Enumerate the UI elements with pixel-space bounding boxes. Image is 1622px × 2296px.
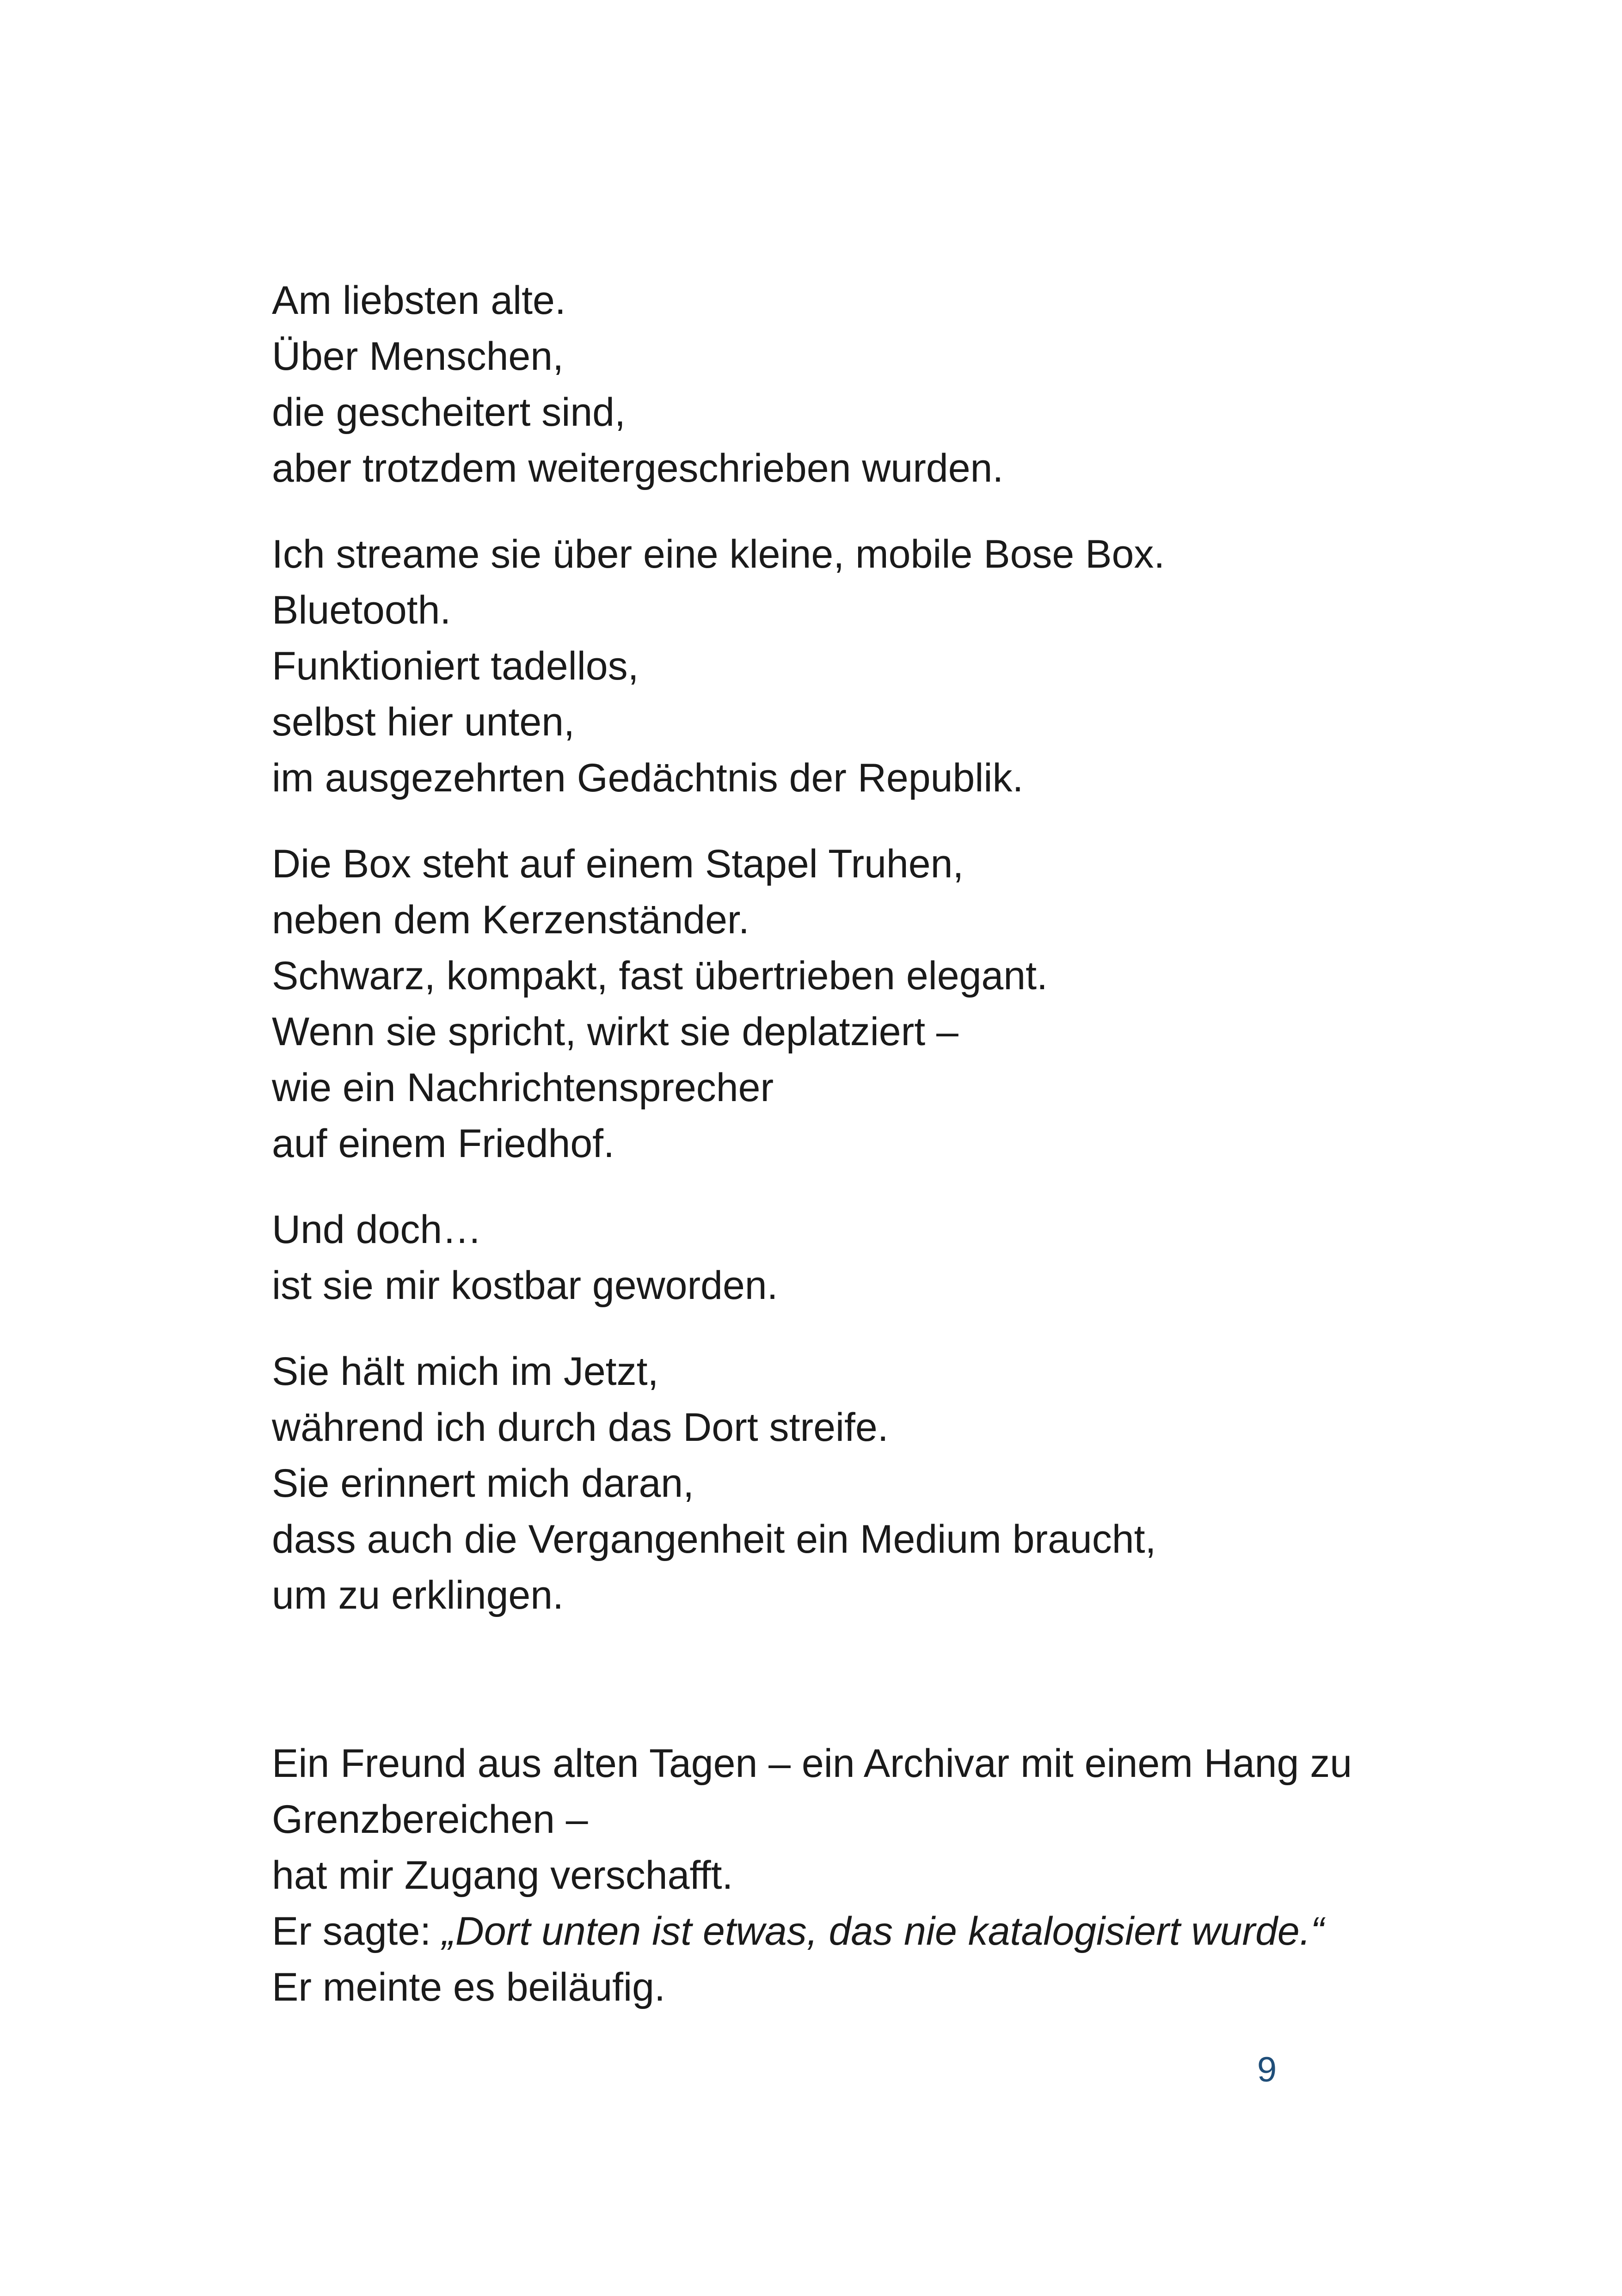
stanza-3 <box>272 836 1391 1172</box>
text-line: Sie hält mich im Jetzt, <box>272 1349 659 1394</box>
quote-line <box>272 1904 1391 1959</box>
text-line: Funktioniert tadellos, <box>272 644 639 688</box>
text-line: Die Box steht auf einem Stapel Truhen, <box>272 842 964 886</box>
page-number: 9 <box>1257 2050 1277 2089</box>
text-line: Wenn sie spricht, wirkt sie deplatziert – <box>272 1010 958 1054</box>
text-line: auf einem Friedhof. <box>272 1121 614 1166</box>
text-column <box>272 273 1391 2045</box>
stanza-5 <box>272 1344 1391 1623</box>
text-line: Ich streame sie über eine kleine, mobile Bose Box. <box>272 532 1165 576</box>
stanza-2 <box>272 527 1391 806</box>
stanza-4 <box>272 1202 1391 1314</box>
text-line: aber trotzdem weitergeschrieben wurden. <box>272 446 1004 490</box>
text-line: Bluetooth. <box>272 588 451 632</box>
text-line: selbst hier unten, <box>272 700 575 744</box>
text-line: um zu erklingen. <box>272 1573 564 1617</box>
quote-prefix: Er sagte: <box>272 1909 442 1953</box>
text-line: Ein Freund aus alten Tagen – ein Archivar mit einem Hang zu <box>272 1741 1352 1786</box>
text-line: im ausgezehrten Gedächtnis der Republik. <box>272 756 1024 800</box>
text-line: Er meinte es beiläufig. <box>272 1965 665 2009</box>
text-line: Am liebsten alte. <box>272 278 566 323</box>
text-line: neben dem Kerzenständer. <box>272 898 750 942</box>
stanza-6 <box>272 1736 1391 2015</box>
quoted-speech: „Dort unten ist etwas, das nie katalogisiert wurde.“ <box>442 1909 1324 1953</box>
text-line: Sie erinnert mich daran, <box>272 1461 694 1506</box>
text-line: wie ein Nachrichtensprecher <box>272 1065 774 1110</box>
stanza-1 <box>272 273 1391 496</box>
text-line: dass auch die Vergangenheit ein Medium braucht, <box>272 1517 1156 1561</box>
text-line: Grenzbereichen – <box>272 1797 588 1842</box>
text-line: Und doch… <box>272 1207 482 1252</box>
text-line: hat mir Zugang verschafft. <box>272 1853 733 1898</box>
text-line: ist sie mir kostbar geworden. <box>272 1263 778 1308</box>
text-line: Schwarz, kompakt, fast übertrieben elegant. <box>272 954 1048 998</box>
text-line: die gescheitert sind, <box>272 390 626 435</box>
text-line: während ich durch das Dort streife. <box>272 1405 889 1450</box>
text-line: Über Menschen, <box>272 334 564 379</box>
